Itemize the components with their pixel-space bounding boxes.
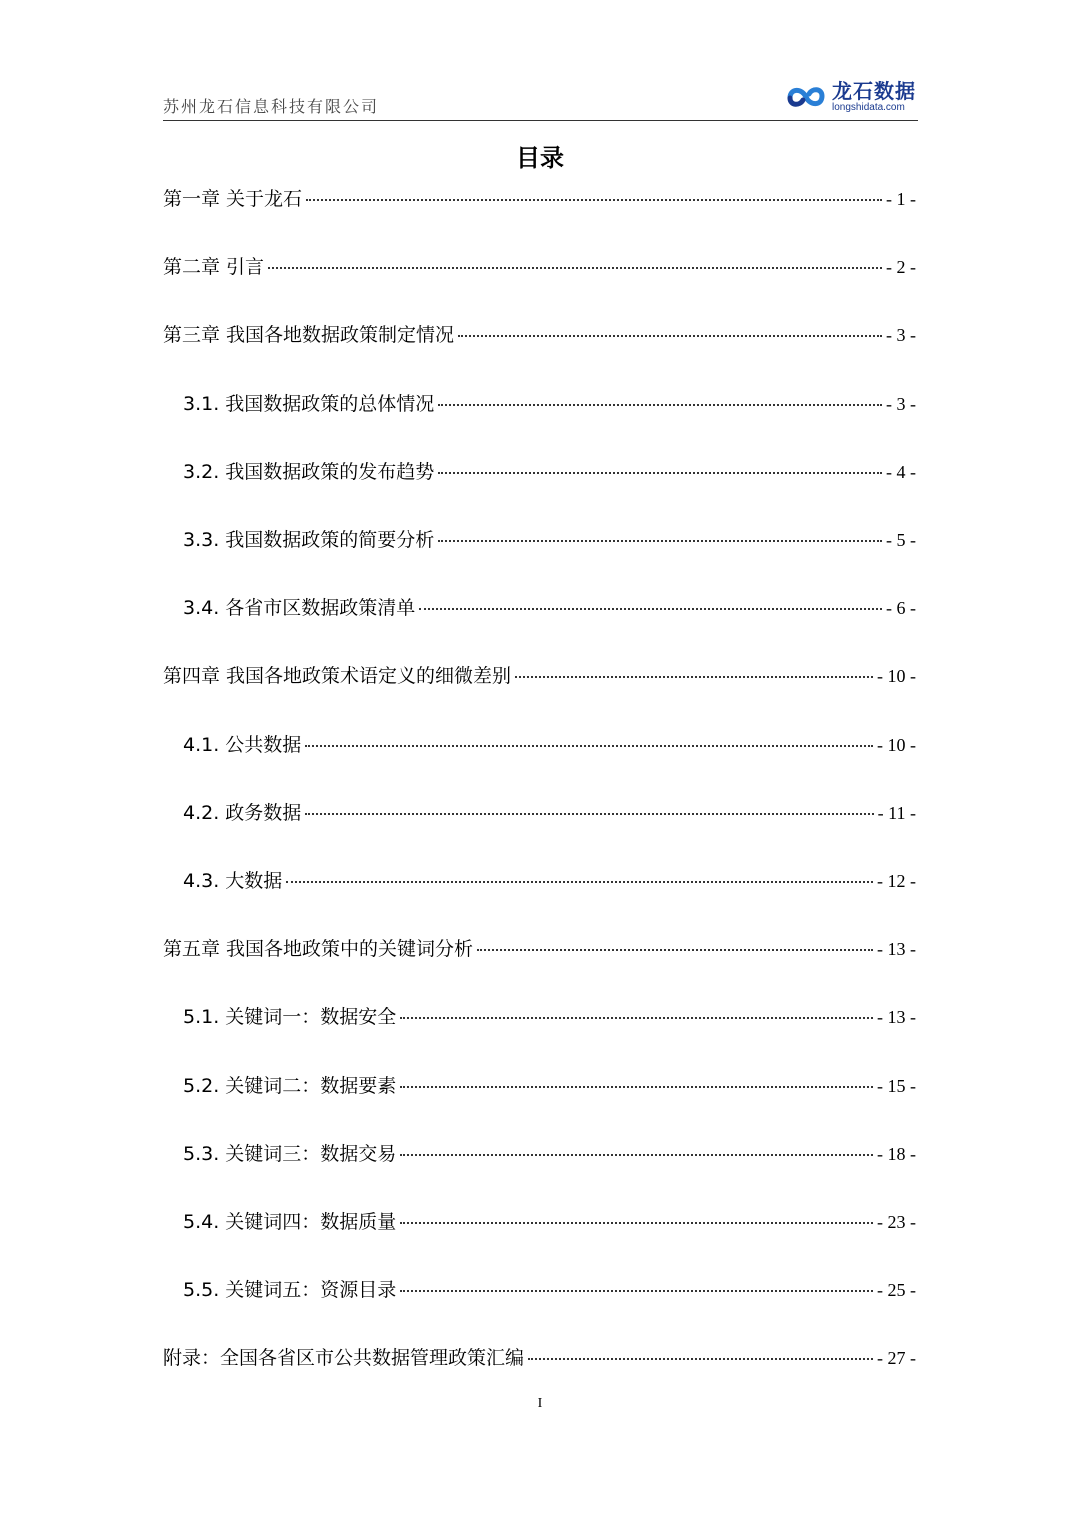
toc-entry[interactable] xyxy=(163,1071,916,1103)
toc-entry-page: - 5 - xyxy=(886,530,916,550)
toc-entry-page: - 11 - xyxy=(877,802,916,823)
toc-dot-leader xyxy=(477,949,873,951)
toc-entry-label: 第二章 引言 xyxy=(163,256,265,279)
page-number: I xyxy=(537,1396,543,1411)
toc-entry-label: 5.5. 关键词五：资源目录 xyxy=(183,1279,397,1302)
toc-entry-page: - 23 - xyxy=(877,1212,916,1232)
toc-entry-page: - 4 - xyxy=(886,461,916,482)
toc-entry-page: - 6 - xyxy=(886,598,916,619)
toc-entry[interactable] xyxy=(163,798,916,830)
toc-entry-page: - 27 - xyxy=(877,1348,916,1369)
toc-dot-leader xyxy=(400,1154,873,1156)
toc-entry-page: - 1 - xyxy=(886,189,916,209)
toc-entry-label: 4.1. 公共数据 xyxy=(183,733,302,756)
toc-entry-page: - 15 - xyxy=(877,1075,916,1096)
toc-entry[interactable] xyxy=(163,1002,916,1034)
toc-dot-leader xyxy=(306,199,882,201)
toc-entry-label: 第一章 关于龙石 xyxy=(163,188,303,210)
toc-entry[interactable] xyxy=(163,730,916,762)
toc-entry[interactable] xyxy=(163,1275,916,1307)
toc-entry[interactable] xyxy=(163,661,916,693)
toc-entry-label: 5.3. 关键词三：数据交易 xyxy=(183,1142,397,1165)
toc-dot-leader xyxy=(305,745,873,747)
toc-dot-leader xyxy=(286,881,873,883)
toc-dot-leader xyxy=(438,472,882,474)
toc-entry-label: 4.2. 政务数据 xyxy=(183,801,302,824)
toc-dot-leader xyxy=(400,1086,873,1088)
toc-entry-page: - 3 - xyxy=(886,325,916,346)
toc-entry[interactable] xyxy=(163,457,916,489)
toc-entry-label: 第三章 我国各地数据政策制定情况 xyxy=(163,324,455,347)
toc-entry-label: 3.1. 我国数据政策的总体情况 xyxy=(183,392,435,415)
toc-entry[interactable] xyxy=(163,593,916,625)
toc-entry[interactable] xyxy=(163,866,916,898)
logo-chinese-text: 龙石数据 xyxy=(832,79,916,103)
toc-dot-leader xyxy=(268,267,882,269)
toc-dot-leader xyxy=(400,1222,873,1224)
toc-entry-page: - 10 - xyxy=(877,734,916,755)
toc-entry-page: - 2 - xyxy=(886,257,916,278)
toc-entry-page: - 13 - xyxy=(877,939,916,960)
toc-entry-label: 第五章 我国各地政策中的关键词分析 xyxy=(163,938,474,961)
toc-entry-label: 3.3. 我国数据政策的简要分析 xyxy=(183,529,435,551)
toc-dot-leader xyxy=(400,1290,873,1292)
infinity-cloud-icon xyxy=(784,82,828,112)
toc-entry-page: - 25 - xyxy=(877,1280,916,1301)
toc-entry-label: 5.2. 关键词二：数据要素 xyxy=(183,1074,397,1097)
toc-entry-label: 第四章 我国各地政策术语定义的细微差别 xyxy=(163,665,512,688)
toc-entry-label: 附录：全国各省区市公共数据管理政策汇编 xyxy=(163,1347,525,1370)
toc-entry-page: - 10 - xyxy=(877,666,916,687)
toc-entry-page: - 3 - xyxy=(886,393,916,414)
toc-dot-leader xyxy=(305,813,873,815)
toc-entry[interactable] xyxy=(163,934,916,966)
logo-english-text: longshidata.com xyxy=(832,102,905,113)
toc-entry[interactable] xyxy=(163,320,916,352)
toc-entry-page: - 12 - xyxy=(877,871,916,891)
brand-logo xyxy=(784,78,916,116)
toc-entry[interactable] xyxy=(163,184,916,216)
toc-dot-leader xyxy=(419,608,882,610)
toc-title: 目录 xyxy=(516,144,564,172)
toc-entry[interactable] xyxy=(163,1139,916,1171)
toc-entry[interactable] xyxy=(163,525,916,557)
toc-dot-leader xyxy=(515,676,873,678)
toc-entry-label: 3.4. 各省市区数据政策清单 xyxy=(183,597,416,620)
toc-entry-label: 3.2. 我国数据政策的发布趋势 xyxy=(183,460,435,483)
toc-entry-label: 4.3. 大数据 xyxy=(183,870,283,892)
toc-entry-label: 5.1. 关键词一：数据安全 xyxy=(183,1006,397,1029)
toc-dot-leader xyxy=(458,335,882,337)
toc-dot-leader xyxy=(438,540,882,542)
toc-entry[interactable] xyxy=(163,1207,916,1239)
toc-entry-page: - 13 - xyxy=(877,1007,916,1028)
page-header xyxy=(163,78,918,121)
toc-dot-leader xyxy=(438,404,882,406)
toc-entry-label: 5.4. 关键词四：数据质量 xyxy=(183,1211,397,1233)
toc-entry[interactable] xyxy=(163,389,916,421)
toc-entry[interactable] xyxy=(163,1343,916,1375)
toc-entry[interactable] xyxy=(163,252,916,284)
toc-entry-page: - 18 - xyxy=(877,1143,916,1164)
toc-dot-leader xyxy=(400,1017,873,1019)
company-name: 苏州龙石信息科技有限公司 xyxy=(163,97,380,116)
toc-dot-leader xyxy=(528,1358,873,1360)
